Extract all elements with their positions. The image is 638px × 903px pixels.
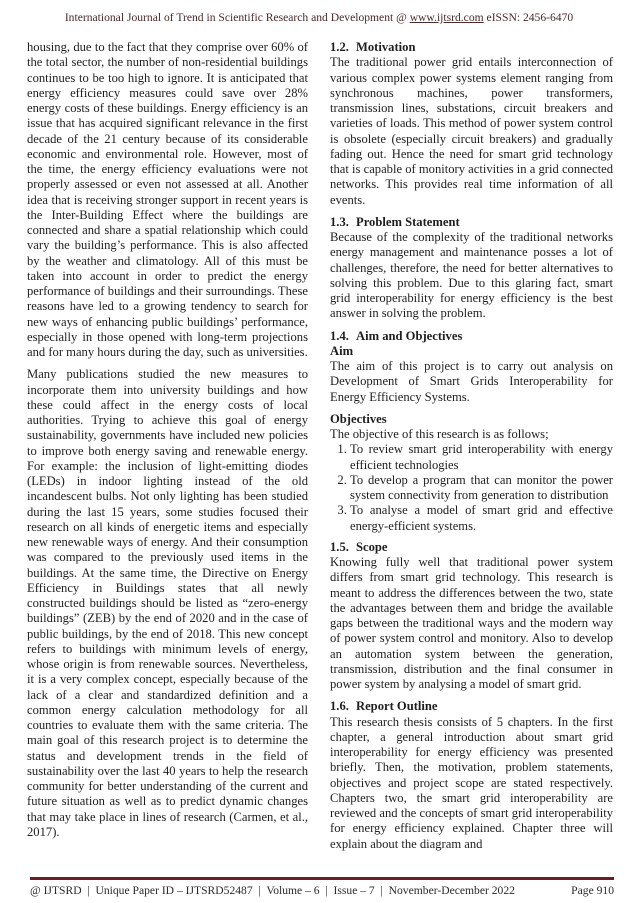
paragraph: housing, due to the fact that they comprise over 60% of the total sector, the number of non-residential buildings continues to be too high to ignore. It is anticipated that energy efficiency measures could save over 28% energy costs of these buildings. Energy efficiency is an issue that has acquired significant relevance in the first decade of the 21 century because of its considerable economic and environmental role. However, most of the time, the energy efficiency evaluations were not properly assessed or even not assessed at all. Another idea that is receiving stronger support in recent years is the Inter-Building Effect where the buildings are connected and share a spatial relationship which could vary the building’s performance. This is also affected by the weather and climatology. All of this must be taken into account in order to predict the energy performance of buildings and their surroundings. These reasons have led to a growing tendency to search for new ways of enhancing public buildings’ performance, especially in those opened with long-term projections and for many hours during the day, such as universities. (27, 40, 308, 359)
journal-name: International Journal of Trend in Scientific Research and Development @ (64, 11, 410, 24)
running-footer (30, 884, 614, 897)
paragraph: Knowing fully well that traditional power system differs from smart grid technology. This research is meant to address the differences between the two, state the advantages between them and bridge the available gaps between the traditional ways and the modern way of power system control and monitory. Also to develop an automation system between the generation, transmission, distribution and the final consumer in power system by analysing a model of smart grid. (330, 555, 613, 691)
journal-link[interactable]: www.ijtsrd.com (409, 11, 484, 24)
list-item: 1. To review smart grid interoperability with energy efficient technologies (350, 442, 613, 473)
footer-info: @ IJTSRD | Unique Paper ID – IJTSRD52487 | Volume – 6 | Issue – 7 | November-December 2022 (30, 884, 515, 897)
section-heading-motivation: 1.2. Motivation (330, 40, 416, 54)
paragraph: The traditional power grid entails interconnection of various complex power systems element ranging from synchronous machines, power transformers, transmission lines, substations, circuit breakers and varieties of loads. This method of power system control is obsolete (especially circuit breakers) and gradually fading out. Hence the need for smart grid technology that is capable of monitory activities in a grid connected networks. This provides real time information of all events. (330, 55, 613, 207)
footer-rule (30, 877, 614, 880)
paragraph: Many publications studied the new measures to incorporate them into university buildings and how these could affect in the energy costs of local authorities. Trying to achieve this goal of energy sustainability, governments have included new policies to improve both energy saving and renewable energy. For example: the inclusion of light-emitting diodes (LEDs) in indoor lighting instead of the old incandescent bulbs. Not only lighting has been studied during the last 15 years, some studies focused their research on all kinds of energetic items and especially new renewable ways of energy. And their consumption was compared to the previously used items in the buildings. At the same time, the Directive on Energy Efficiency in Buildings states that all newly constructed buildings should be listed as “zero-energy buildings” (ZEB) by the end of 2020 and in the case of public buildings, by the end of 2018. This new concept refers to buildings with minimum levels of energy, whose origin is from renewable sources. Nevertheless, it is a very complex concept, especially because of the lack of a clear and standardized definition and a common energy calculation methodology for all countries to evaluate them with the same criteria. The main goal of this research project is to determine the status and development trends in the field of sustainability over the last 40 years to help the research community for better understanding of the current and future situation as well as to predict dynamic changes that may take place in lines of research (Carmen, et al., 2017). (27, 367, 308, 839)
paragraph: The aim of this project is to carry out analysis on Development of Smart Grids Interoperability for Energy Efficiency Systems. (330, 359, 613, 404)
objectives-intro: The objective of this research is as follows; (330, 427, 549, 441)
section-heading-scope: 1.5. Scope (330, 539, 388, 554)
section-heading-report-outline: 1.6. Report Outline (330, 699, 438, 714)
issn: eISSN: 2456-6470 (483, 11, 574, 24)
page-number: Page 910 (571, 884, 614, 897)
section-heading-aim-objectives: 1.4. Aim and Objectives (330, 328, 463, 343)
objectives-list (330, 442, 613, 534)
left-column (27, 40, 308, 847)
objectives-label: Objectives (330, 411, 387, 426)
list-item: 2. To develop a program that can monitor the power system connectivity from generation to distribution (350, 473, 613, 504)
running-header (0, 11, 638, 24)
aim-label: Aim (330, 343, 354, 358)
section-heading-problem-statement: 1.3. Problem Statement (330, 214, 460, 229)
right-column (330, 40, 613, 859)
paragraph: Because of the complexity of the traditional networks energy management and maintenance posses a lot of challenges, therefore, the need for better alternatives to solving this problem. Due to this glaring fact, smart grid interoperability for energy efficiency is the best answer in solving the problem. (330, 230, 613, 321)
list-item: 3. To analyse a model of smart grid and effective energy-efficient systems. (350, 503, 613, 534)
paragraph: This research thesis consists of 5 chapters. In the first chapter, a general introduction about smart grid interoperability for energy efficiency was presented briefly. Then, the motivation, problem statements, objectives and project scope are stated respectively. Chapters two, the smart grid interoperability are reviewed and the concepts of smart grid interoperability for energy efficiency explained. Chapter three will explain about the diagram and (330, 714, 613, 851)
